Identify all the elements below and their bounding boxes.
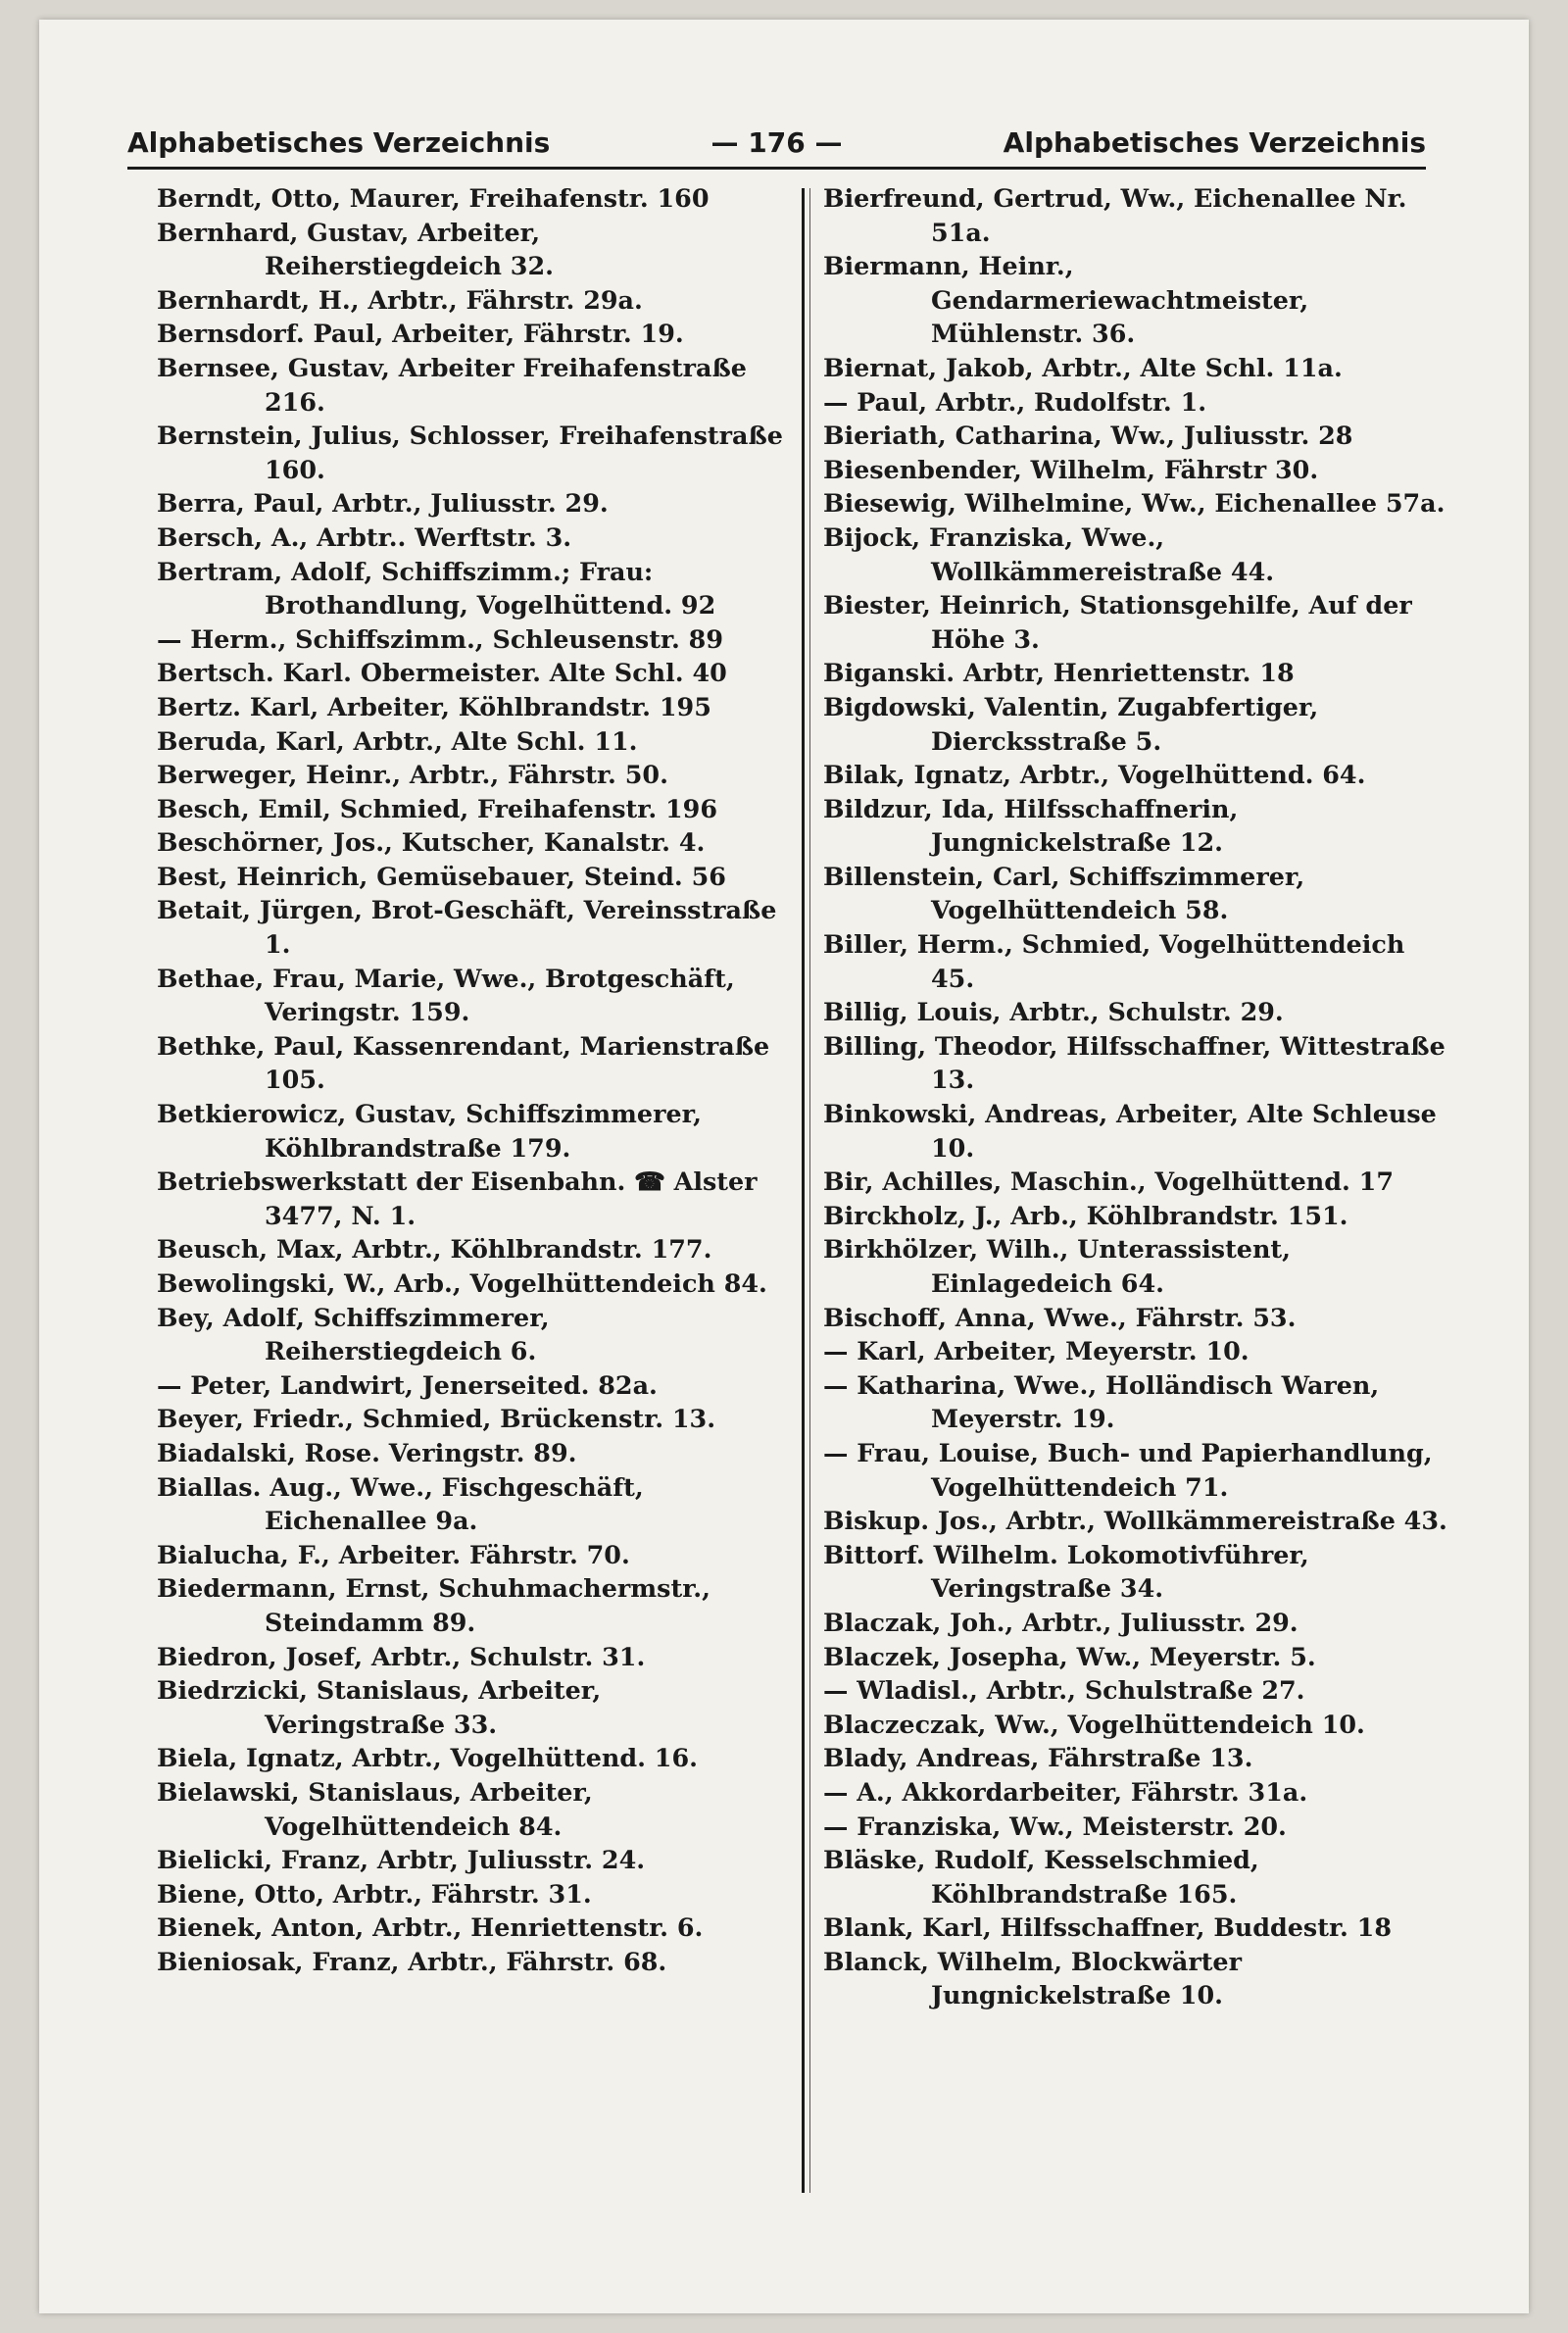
directory-entry: Besch, Emil, Schmied, Freihafenstr. 196 [157, 793, 718, 823]
page-header [127, 118, 1426, 170]
directory-entry: — Peter, Landwirt, Jenerseited. 82a. [157, 1369, 658, 1400]
directory-entry: Berweger, Heinr., Arbtr., Fährstr. 50. [157, 760, 668, 790]
directory-entry: — Frau, Louise, Buch- und Papierhandlung, Vogelhüttendeich 71. [823, 1437, 1433, 1502]
directory-entry: Blaczek, Josepha, Ww., Meyerstr. 5. [823, 1641, 1316, 1671]
directory-entry: Blanck, Wilhelm, Blockwärter Jungnickelstraße 10. [823, 1946, 1242, 2010]
directory-entry: Bischoff, Anna, Wwe., Fährstr. 53. [823, 1302, 1297, 1332]
directory-entry: Biela, Ignatz, Arbtr., Vogelhüttend. 16. [157, 1743, 698, 1773]
directory-entry: Blaczak, Joh., Arbtr., Juliusstr. 29. [823, 1607, 1298, 1637]
directory-entry: — Katharina, Wwe., Holländisch Waren, Meyerstr. 19. [823, 1369, 1380, 1434]
directory-entry: Billig, Louis, Arbtr., Schulstr. 29. [823, 997, 1284, 1027]
directory-entry: Bieriath, Catharina, Ww., Juliusstr. 28 [823, 421, 1353, 451]
directory-entry: Biesewig, Wilhelmine, Ww., Eichenallee 57a. [823, 488, 1446, 519]
page-number: — 176 — [710, 125, 843, 159]
directory-entry: Bieniosak, Franz, Arbtr., Fährstr. 68. [157, 1946, 667, 1976]
directory-entry: Bernsee, Gustav, Arbeiter Freihafenstraße 216. [157, 352, 747, 417]
directory-entry: Betriebswerkstatt der Eisenbahn. ☎ Alster 3477, N. 1. [157, 1166, 758, 1230]
directory-entry: Bigdowski, Valentin, Zugabfertiger, Diercksstraße 5. [823, 691, 1319, 756]
directory-entry: Bildzur, Ida, Hilfsschaffnerin, Jungnickelstraße 12. [823, 793, 1239, 858]
directory-entry: Biallas. Aug., Wwe., Fischgeschäft, Eichenallee 9a. [157, 1471, 644, 1536]
directory-entry: Bewolingski, W., Arb., Vogelhüttendeich 84. [157, 1268, 767, 1298]
directory-entry: Bertz. Karl, Arbeiter, Köhlbrandstr. 195 [157, 691, 711, 721]
directory-entry: Bittorf. Wilhelm. Lokomotivführer, Veringstraße 34. [823, 1539, 1309, 1604]
directory-entry: Biskup. Jos., Arbtr., Wollkämmereistraße 43. [823, 1506, 1447, 1536]
directory-entry: Billing, Theodor, Hilfsschaffner, Wittestraße 13. [823, 1030, 1446, 1095]
directory-entry: — A., Akkordarbeiter, Fährstr. 31a. [823, 1776, 1308, 1807]
directory-entry: Bialucha, F., Arbeiter. Fährstr. 70. [157, 1539, 630, 1569]
directory-entry: Best, Heinrich, Gemüsebauer, Steind. 56 [157, 861, 726, 891]
directory-entry: — Wladisl., Arbtr., Schulstraße 27. [823, 1675, 1305, 1706]
directory-entry: Bethae, Frau, Marie, Wwe., Brotgeschäft, Veringstr. 159. [157, 963, 735, 1027]
header-right-title: Alphabetisches Verzeichnis [1003, 125, 1426, 159]
directory-page [39, 20, 1529, 2313]
column-divider [802, 188, 805, 2193]
directory-entry: Bläske, Rudolf, Kesselschmied, Köhlbrandstraße 165. [823, 1845, 1259, 1909]
directory-entry: Bertsch. Karl. Obermeister. Alte Schl. 40 [157, 658, 727, 688]
directory-entry: Biernat, Jakob, Arbtr., Alte Schl. 11a. [823, 352, 1343, 382]
directory-entry: Bernsdorf. Paul, Arbeiter, Fährstr. 19. [157, 319, 684, 349]
directory-entry: Beyer, Friedr., Schmied, Brückenstr. 13. [157, 1404, 716, 1434]
directory-entry: Biedrzicki, Stanislaus, Arbeiter, Veringstraße 33. [157, 1675, 602, 1739]
directory-entry: Blady, Andreas, Fährstraße 13. [823, 1743, 1253, 1773]
directory-entry: Biller, Herm., Schmied, Vogelhüttendeich 45. [823, 929, 1405, 993]
directory-entry: — Paul, Arbtr., Rudolfstr. 1. [823, 386, 1207, 417]
directory-entry: Bersch, A., Arbtr.. Werftstr. 3. [157, 521, 572, 552]
directory-entry: Biester, Heinrich, Stationsgehilfe, Auf der Höhe 3. [823, 590, 1412, 654]
directory-entry: Bierfreund, Gertrud, Ww., Eichenallee Nr. 51a. [823, 183, 1407, 247]
directory-entry: Betait, Jürgen, Brot-Geschäft, Vereinsstraße 1. [157, 895, 777, 960]
directory-entry: — Franziska, Ww., Meisterstr. 20. [823, 1811, 1287, 1841]
directory-entry: Bey, Adolf, Schiffszimmerer, Reiherstiegdeich 6. [157, 1302, 550, 1366]
directory-entry: Biganski. Arbtr, Henriettenstr. 18 [823, 658, 1295, 688]
left-column [157, 181, 784, 2201]
directory-entry: Blaczeczak, Ww., Vogelhüttendeich 10. [823, 1709, 1365, 1739]
directory-entry: Berra, Paul, Arbtr., Juliusstr. 29. [157, 488, 609, 519]
directory-entry: Biedermann, Ernst, Schuhmachermstr., Steindamm 89. [157, 1573, 710, 1637]
directory-entry: Berndt, Otto, Maurer, Freihafenstr. 160 [157, 183, 710, 213]
directory-entry: Bielawski, Stanislaus, Arbeiter, Vogelhüttendeich 84. [157, 1776, 593, 1841]
directory-entry: Bienek, Anton, Arbtr., Henriettenstr. 6. [157, 1912, 704, 1943]
directory-entry: Birkhölzer, Wilh., Unterassistent, Einlagedeich 64. [823, 1234, 1291, 1298]
right-column [823, 181, 1450, 2201]
directory-entry: Bijock, Franziska, Wwe., Wollkämmereistraße 44. [823, 521, 1275, 586]
header-left-title: Alphabetisches Verzeichnis [127, 125, 551, 159]
directory-entry: Billenstein, Carl, Schiffszimmerer, Vogelhüttendeich 58. [823, 861, 1305, 925]
directory-entry: Beschörner, Jos., Kutscher, Kanalstr. 4. [157, 827, 706, 858]
directory-entry: Biesenbender, Wilhelm, Fährstr 30. [823, 454, 1319, 484]
directory-entry: Betkierowicz, Gustav, Schiffszimmerer, Köhlbrandstraße 179. [157, 1099, 702, 1163]
directory-entry: Bielicki, Franz, Arbtr, Juliusstr. 24. [157, 1845, 646, 1875]
directory-entry: Bernhardt, H., Arbtr., Fährstr. 29a. [157, 284, 643, 315]
directory-entry: Bernstein, Julius, Schlosser, Freihafenstraße 160. [157, 421, 783, 484]
directory-entry: Beusch, Max, Arbtr., Köhlbrandstr. 177. [157, 1234, 712, 1265]
directory-entry: Binkowski, Andreas, Arbeiter, Alte Schleuse 10. [823, 1099, 1437, 1163]
directory-entry: Beruda, Karl, Arbtr., Alte Schl. 11. [157, 725, 638, 756]
directory-entry: — Karl, Arbeiter, Meyerstr. 10. [823, 1336, 1250, 1366]
directory-entry: Bilak, Ignatz, Arbtr., Vogelhüttend. 64. [823, 760, 1366, 790]
directory-entry: Blank, Karl, Hilfsschaffner, Buddestr. 18 [823, 1912, 1393, 1943]
directory-entry: Bir, Achilles, Maschin., Vogelhüttend. 17 [823, 1166, 1395, 1197]
directory-entry: Bethke, Paul, Kassenrendant, Marienstraße 105. [157, 1030, 770, 1095]
column-divider-thin [809, 188, 810, 2193]
directory-entry: Birckholz, J., Arb., Köhlbrandstr. 151. [823, 1200, 1348, 1230]
directory-entry: Biene, Otto, Arbtr., Fährstr. 31. [157, 1878, 592, 1909]
directory-entry: Biedron, Josef, Arbtr., Schulstr. 31. [157, 1641, 646, 1671]
directory-entry: Biadalski, Rose. Veringstr. 89. [157, 1437, 577, 1467]
directory-entry: Bertram, Adolf, Schiffszimm.; Frau: Brothandlung, Vogelhüttend. 92 [157, 556, 716, 620]
directory-entry: Biermann, Heinr., Gendarmeriewachtmeister, Mühlenstr. 36. [823, 251, 1309, 349]
directory-entry: — Herm., Schiffszimm., Schleusenstr. 89 [157, 623, 723, 654]
directory-entry: Bernhard, Gustav, Arbeiter, Reiherstiegdeich 32. [157, 217, 554, 281]
